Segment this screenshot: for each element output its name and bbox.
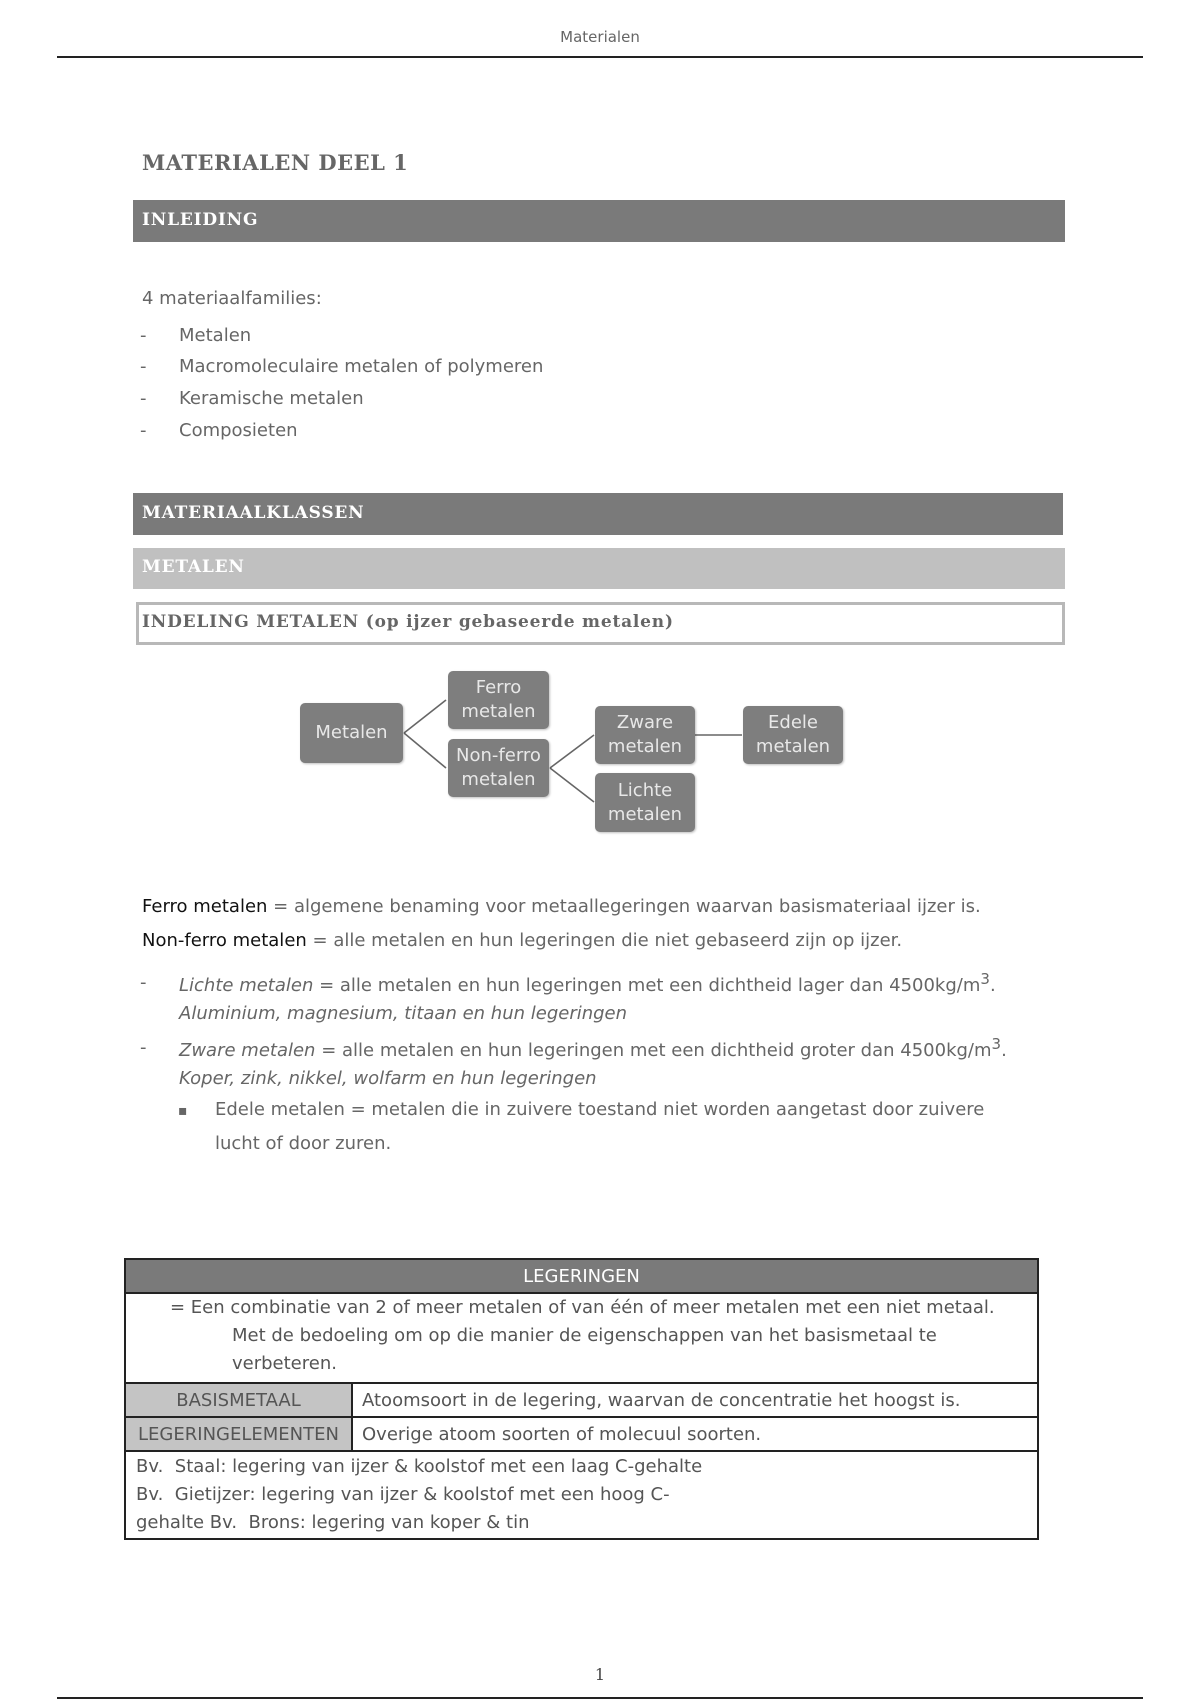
list-dash: - (140, 388, 147, 409)
diagram-node-ferro (448, 671, 549, 729)
page-number: 1 (594, 1665, 606, 1684)
table-row (125, 1417, 1038, 1451)
node-label: metalen (607, 736, 683, 757)
running-header: Materialen (560, 28, 640, 46)
node-label: Non-ferro (456, 745, 541, 766)
example-line: gehalte Bv. Brons: legering van koper & tin (136, 1512, 530, 1533)
node-label: metalen (755, 736, 831, 757)
connector-line (550, 735, 594, 768)
definition-text: = algemene benaming voor metaallegeringen waarvan basismateriaal ijzer is. (267, 896, 981, 917)
period: . (989, 975, 996, 996)
node-label: Edele (768, 712, 818, 733)
example-zware: Koper, zink, nikkel, wolfarm en hun legeringen (179, 1068, 597, 1089)
definition-zware (179, 1035, 1007, 1061)
superscript: 3 (980, 970, 990, 988)
node-label: Lichte (617, 779, 673, 801)
row-value: Atoomsoort in de legering, waarvan de concentratie het hoogst is. (352, 1383, 1038, 1417)
list-dash: - (140, 972, 147, 993)
table-examples (125, 1451, 1038, 1539)
list-item: Metalen (179, 325, 252, 346)
list-item: Keramische metalen (179, 388, 364, 409)
list-dash: - (140, 325, 147, 346)
definition-line: = Een combinatie van 2 of meer metalen of van één of meer metalen met een niet metaal. (170, 1297, 995, 1318)
node-label: Ferro (475, 677, 522, 698)
definition-ferro (142, 896, 981, 917)
section-heading-metalen: METALEN (133, 548, 1065, 589)
table-heading: LEGERINGEN (125, 1259, 1038, 1293)
document-title: MATERIALEN DEEL 1 (142, 150, 409, 175)
row-label: BASISMETAAL (125, 1383, 352, 1417)
list-dash: - (140, 420, 147, 441)
row-value: Overige atoom soorten of molecuul soorten. (352, 1417, 1038, 1451)
definition-edele-line2: lucht of door zuren. (215, 1133, 392, 1154)
example-line: Bv. Staal: legering van ijzer & koolstof met een laag C-gehalte (136, 1456, 703, 1477)
node-label: Zware (616, 712, 674, 733)
definition-lichte (179, 970, 996, 996)
section-heading-materiaalklassen: MATERIAALKLASSEN (133, 493, 1063, 535)
table-definition (125, 1293, 1038, 1383)
definition-line: verbeteren. (232, 1353, 337, 1374)
section-heading-indeling: INDELING METALEN (op ijzer gebaseerde metalen) (136, 602, 1065, 645)
diagram-node-edele (743, 706, 843, 764)
definition-text: = alle metalen en hun legeringen met een dichtheid groter dan 4500kg/m (315, 1040, 992, 1061)
list-item: Macromoleculaire metalen of polymeren (179, 356, 544, 377)
legeringen-table (124, 1258, 1039, 1540)
section-heading-inleiding: INLEIDING (133, 200, 1065, 242)
period: . (1001, 1040, 1007, 1061)
definition-text: = alle metalen en hun legeringen met een dichtheid lager dan 4500kg/m (313, 975, 981, 996)
footer-rule (57, 1697, 1143, 1699)
diagram-node-metalen (300, 703, 403, 763)
diagram-node-zware (595, 706, 695, 764)
definition-line: Met de bedoeling om op die manier de eigenschappen van het basismetaal te (232, 1325, 937, 1346)
term-ferro: Ferro metalen (142, 896, 268, 917)
diagram-node-nonferro (448, 739, 549, 797)
term-zware: Zware metalen (179, 1040, 316, 1061)
connector-line (404, 700, 446, 733)
definition-edele-line1: Edele metalen = metalen die in zuivere toestand niet worden aangetast door zuivere (215, 1099, 985, 1120)
node-label: metalen (461, 701, 536, 722)
definition-nonferro (142, 930, 902, 951)
intro-lead: 4 materiaalfamilies: (142, 288, 322, 309)
bullet-icon: ▪ (178, 1103, 188, 1119)
row-label: LEGERINGELEMENTEN (125, 1417, 352, 1451)
definition-text: = alle metalen en hun legeringen die niet gebaseerd zijn op ijzer. (306, 930, 903, 951)
term-nonferro: Non-ferro metalen (142, 930, 307, 951)
list-item: Composieten (179, 420, 298, 441)
list-dash: - (140, 1037, 147, 1058)
node-label: metalen (461, 769, 536, 790)
node-label: metalen (607, 803, 683, 825)
connector-line (550, 768, 594, 802)
connector-line (404, 733, 446, 768)
list-dash: - (140, 356, 147, 377)
node-label: Metalen (315, 722, 388, 743)
table-row (125, 1383, 1038, 1417)
term-lichte: Lichte metalen (179, 975, 314, 996)
example-line: Bv. Gietijzer: legering van ijzer & koolstof met een hoog C- (136, 1484, 670, 1505)
example-lichte: Aluminium, magnesium, titaan en hun legeringen (179, 1003, 628, 1024)
superscript: 3 (991, 1035, 1002, 1053)
diagram-node-lichte (595, 773, 695, 832)
